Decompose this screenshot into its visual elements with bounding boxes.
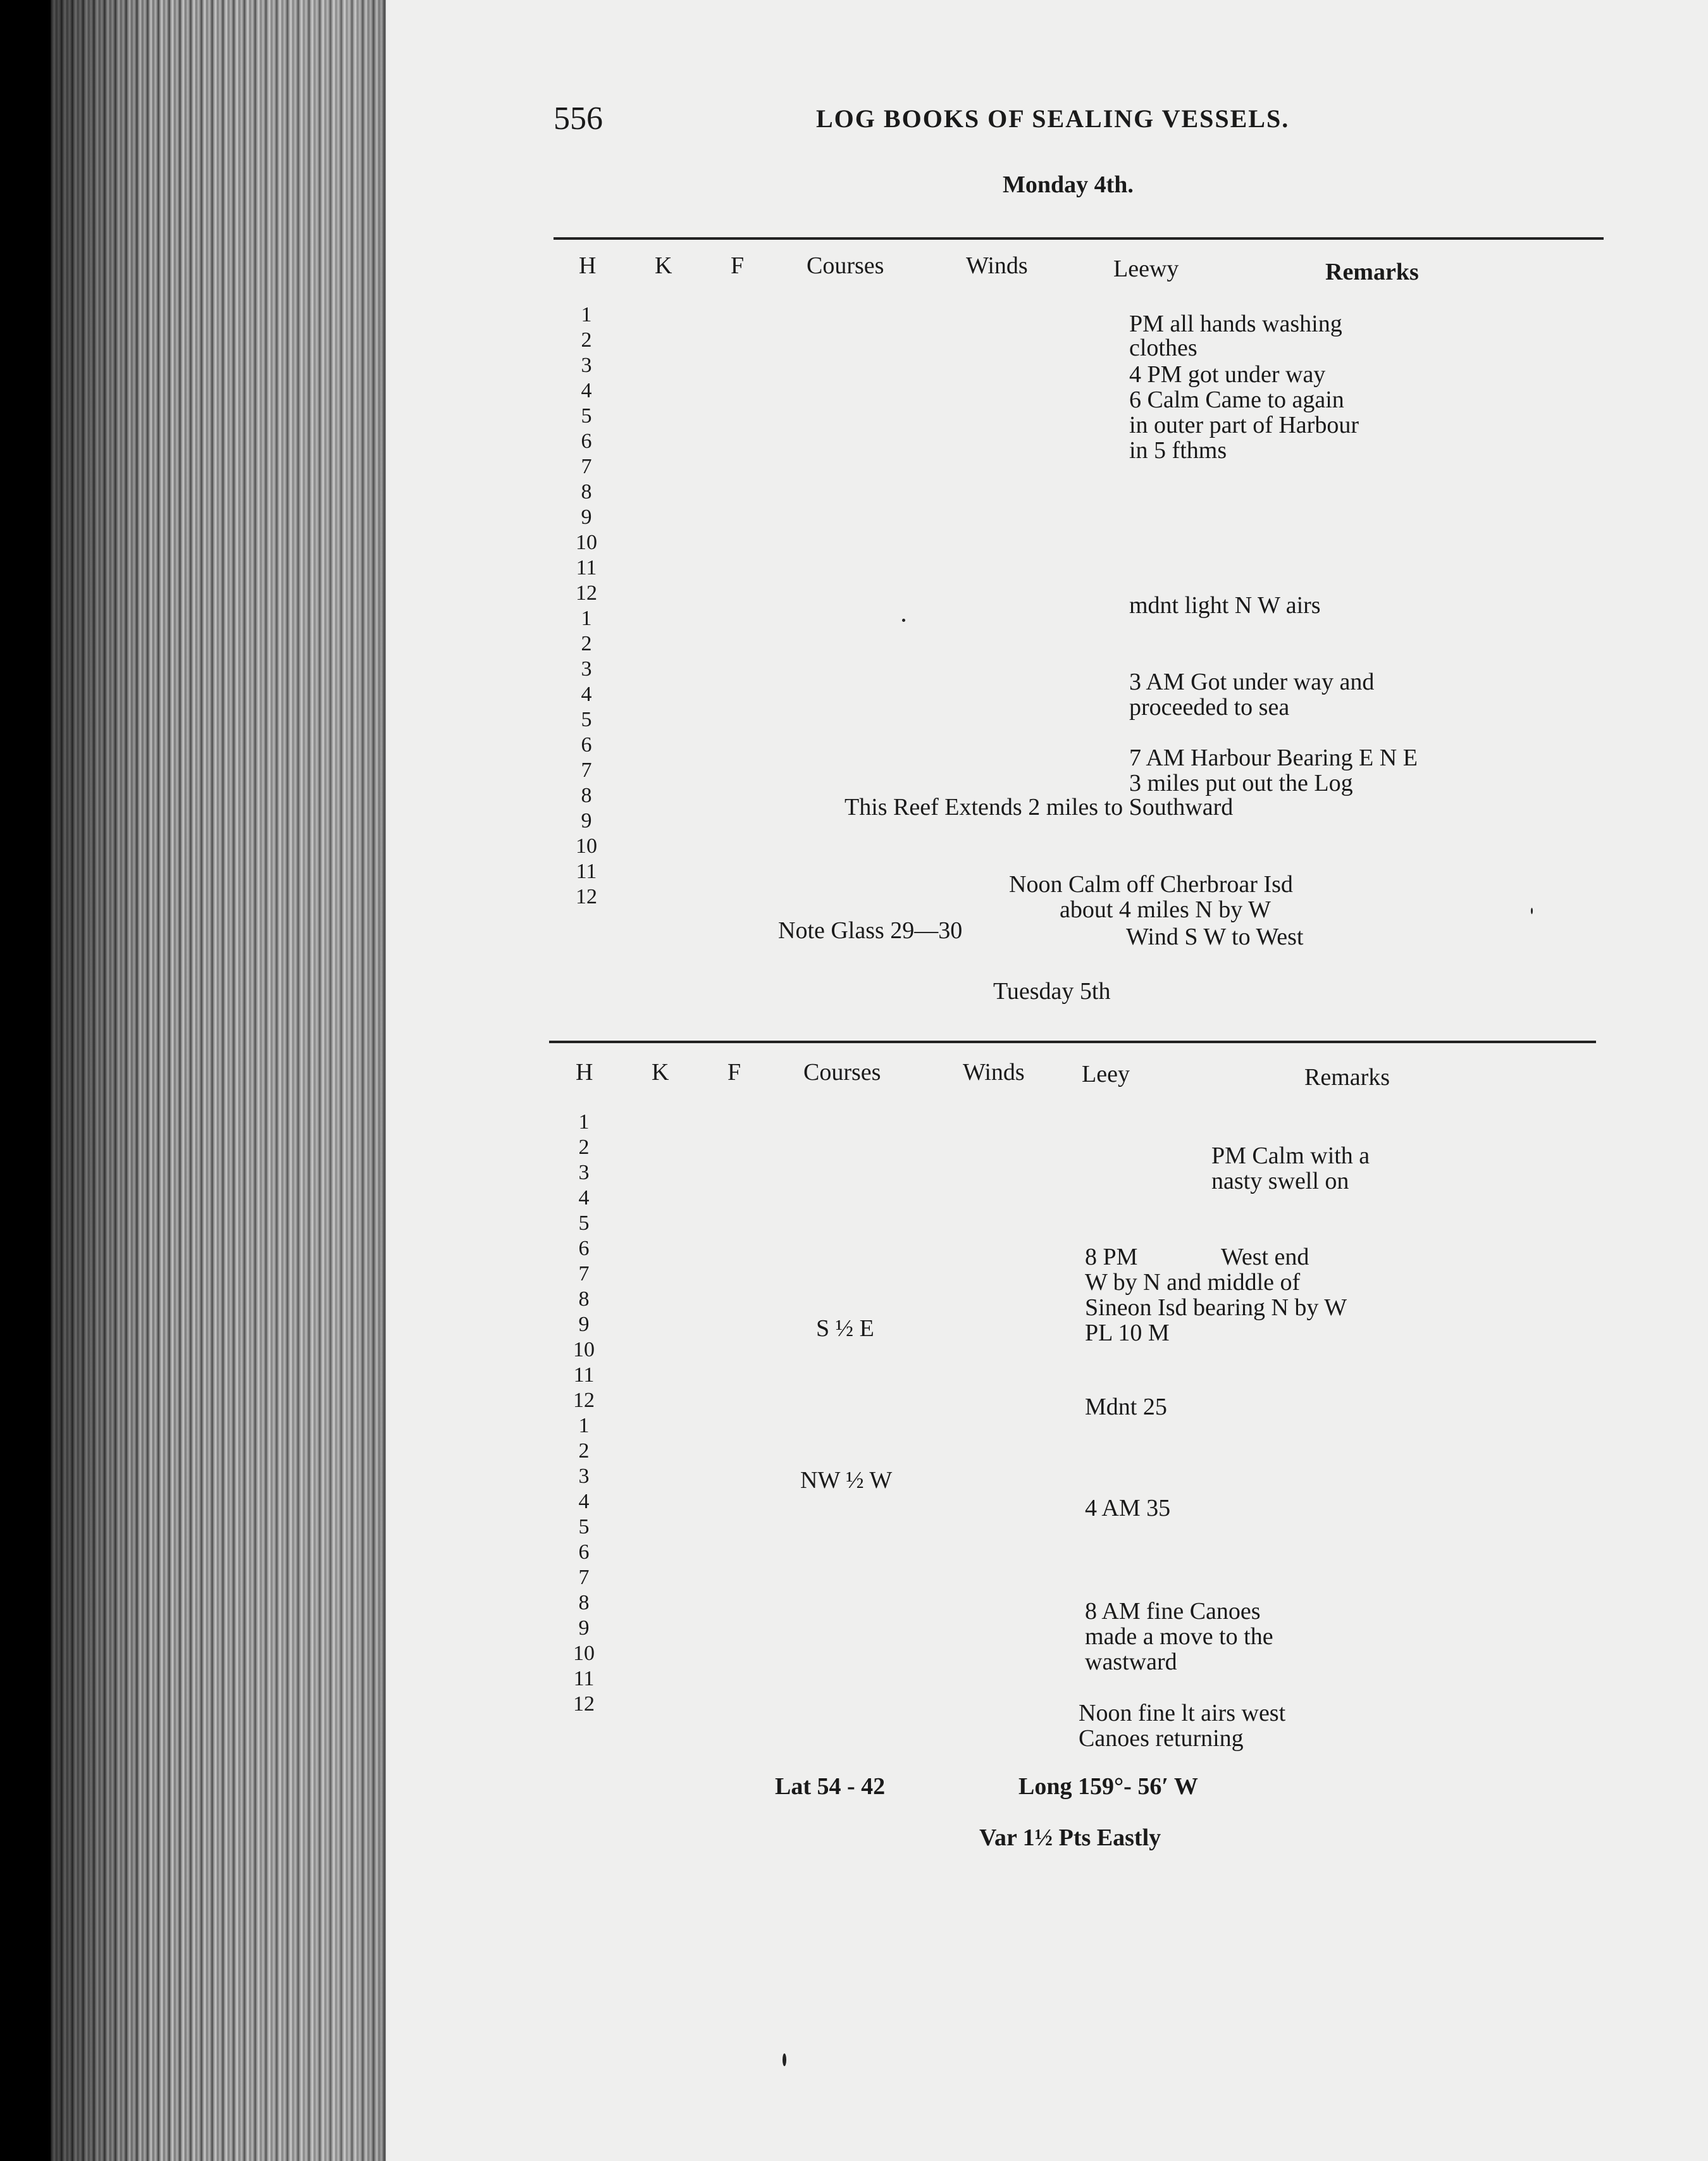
hour-label: 4 bbox=[578, 1490, 590, 1513]
remark-line: 8 AM fine Canoes bbox=[1085, 1598, 1261, 1625]
col-header-h: H bbox=[576, 1059, 593, 1086]
remark-line: in 5 fthms bbox=[1129, 437, 1227, 464]
col-header-courses: Courses bbox=[807, 252, 884, 279]
hour-label: 9 bbox=[581, 505, 592, 529]
hour-label: 5 bbox=[581, 708, 592, 731]
page bbox=[386, 0, 1708, 2161]
hour-label: 10 bbox=[573, 1338, 595, 1361]
remark-line: proceeded to sea bbox=[1129, 694, 1290, 721]
remark-line: clothes bbox=[1129, 335, 1197, 361]
remark-line: 8 PM bbox=[1085, 1244, 1138, 1270]
remark-line: 4 PM got under way bbox=[1129, 361, 1326, 388]
col-header-k: K bbox=[652, 1059, 669, 1086]
running-title: LOG BOOKS OF SEALING VESSELS. bbox=[816, 104, 1290, 133]
hour-label: 7 bbox=[581, 455, 592, 478]
col-header-f: F bbox=[727, 1059, 741, 1086]
print-speck bbox=[1531, 908, 1533, 914]
remark-line: mdnt light N W airs bbox=[1129, 592, 1321, 619]
hour-label: 3 bbox=[581, 354, 592, 377]
hour-label: 12 bbox=[576, 885, 597, 908]
col-header-courses: Courses bbox=[803, 1059, 881, 1086]
hour-label: 10 bbox=[576, 834, 597, 858]
hour-label: 11 bbox=[573, 1667, 595, 1690]
glass-note: Note Glass 29—30 bbox=[778, 917, 963, 944]
hour-label: 5 bbox=[578, 1515, 590, 1539]
hour-label: 4 bbox=[581, 379, 592, 402]
hour-label: 2 bbox=[581, 632, 592, 655]
hour-label: 5 bbox=[581, 404, 592, 428]
col-header-winds: Winds bbox=[966, 252, 1028, 279]
hour-label: 2 bbox=[581, 328, 592, 352]
col-header-winds: Winds bbox=[963, 1059, 1025, 1086]
hour-label: 9 bbox=[578, 1313, 590, 1336]
col-header-leeway: Leewy bbox=[1113, 256, 1179, 282]
hour-label: 9 bbox=[581, 809, 592, 833]
remark-line: nasty swell on bbox=[1211, 1168, 1349, 1194]
hour-label: 3 bbox=[578, 1464, 590, 1488]
hour-label: 6 bbox=[581, 733, 592, 757]
hour-label: 6 bbox=[578, 1237, 590, 1260]
hour-label: 4 bbox=[581, 683, 592, 706]
remark-line: W by N and middle of bbox=[1085, 1269, 1301, 1296]
hour-label: 1 bbox=[578, 1414, 590, 1437]
hour-label: 2 bbox=[578, 1136, 590, 1159]
remark-line: 7 AM Harbour Bearing E N E bbox=[1129, 745, 1418, 771]
remark-line: 3 miles put out the Log bbox=[1129, 770, 1353, 796]
hour-label: 10 bbox=[573, 1642, 595, 1665]
day-title-monday: Monday 4th. bbox=[1003, 171, 1134, 198]
hour-label: 11 bbox=[576, 860, 597, 883]
hour-label: 1 bbox=[581, 607, 592, 630]
remark-line: wastward bbox=[1085, 1649, 1177, 1675]
wind-note: Wind S W to West bbox=[1126, 924, 1304, 950]
hour-label: 8 bbox=[578, 1591, 590, 1614]
hour-label: 6 bbox=[581, 430, 592, 453]
col-header-k: K bbox=[655, 252, 672, 279]
remark-line: This Reef Extends 2 miles to Southward bbox=[845, 794, 1234, 820]
hour-label: 12 bbox=[576, 581, 597, 605]
course-entry: S ½ E bbox=[816, 1315, 874, 1342]
hour-label: 12 bbox=[573, 1389, 595, 1412]
col-header-h: H bbox=[579, 252, 597, 279]
variation: Var 1½ Pts Eastly bbox=[979, 1824, 1161, 1851]
table-rule-top bbox=[549, 1041, 1596, 1043]
hour-label: 1 bbox=[578, 1110, 590, 1134]
table-rule-top bbox=[554, 237, 1604, 240]
hour-label: 10 bbox=[576, 531, 597, 554]
print-speck bbox=[902, 619, 905, 622]
col-header-leeway: Leey bbox=[1082, 1061, 1130, 1087]
remark-line: 6 Calm Came to again bbox=[1129, 387, 1344, 413]
remark-line: made a move to the bbox=[1085, 1623, 1273, 1650]
hour-label: 11 bbox=[576, 556, 597, 579]
hour-label: 2 bbox=[578, 1439, 590, 1463]
hour-label: 12 bbox=[573, 1692, 595, 1716]
col-header-f: F bbox=[731, 252, 745, 279]
remark-line: West end bbox=[1221, 1244, 1309, 1270]
remark-line: Noon Calm off Cherbroar Isd bbox=[1009, 871, 1293, 898]
latitude: Lat 54 - 42 bbox=[775, 1773, 886, 1800]
remark-line: 4 AM 35 bbox=[1085, 1495, 1171, 1521]
hour-label: 8 bbox=[581, 480, 592, 504]
col-header-remarks: Remarks bbox=[1304, 1064, 1390, 1091]
hour-label: 1 bbox=[581, 303, 592, 326]
hour-label: 4 bbox=[578, 1186, 590, 1210]
remark-line: Sineon Isd bearing N by W bbox=[1085, 1294, 1347, 1321]
day-title-tuesday: Tuesday 5th bbox=[993, 978, 1111, 1005]
remark-line: in outer part of Harbour bbox=[1129, 412, 1359, 438]
hour-label: 8 bbox=[578, 1287, 590, 1311]
hour-label: 9 bbox=[578, 1616, 590, 1640]
hour-label: 11 bbox=[573, 1363, 595, 1387]
book-page-edge bbox=[51, 0, 405, 2161]
hour-label: 3 bbox=[581, 657, 592, 681]
page-number: 556 bbox=[554, 101, 603, 137]
hour-label: 7 bbox=[578, 1566, 590, 1589]
hour-label: 3 bbox=[578, 1161, 590, 1184]
print-speck bbox=[783, 2053, 786, 2066]
remark-line: Mdnt 25 bbox=[1085, 1394, 1167, 1420]
remark-line: PM Calm with a bbox=[1211, 1142, 1370, 1169]
remark-line: PL 10 M bbox=[1085, 1320, 1170, 1346]
hour-label: 8 bbox=[581, 784, 592, 807]
remark-line: 3 AM Got under way and bbox=[1129, 669, 1375, 695]
hour-label: 6 bbox=[578, 1540, 590, 1564]
col-header-remarks: Remarks bbox=[1325, 259, 1419, 285]
remark-line: Noon fine lt airs west bbox=[1079, 1700, 1286, 1726]
remark-line: PM all hands washing bbox=[1129, 311, 1342, 337]
hour-label: 5 bbox=[578, 1211, 590, 1235]
remark-line: about 4 miles N by W bbox=[1060, 896, 1271, 923]
course-entry: NW ½ W bbox=[800, 1467, 893, 1494]
hour-label: 7 bbox=[581, 759, 592, 782]
hour-label: 7 bbox=[578, 1262, 590, 1285]
longitude: Long 159°- 56′ W bbox=[1018, 1773, 1198, 1800]
remark-line: Canoes returning bbox=[1079, 1725, 1244, 1752]
